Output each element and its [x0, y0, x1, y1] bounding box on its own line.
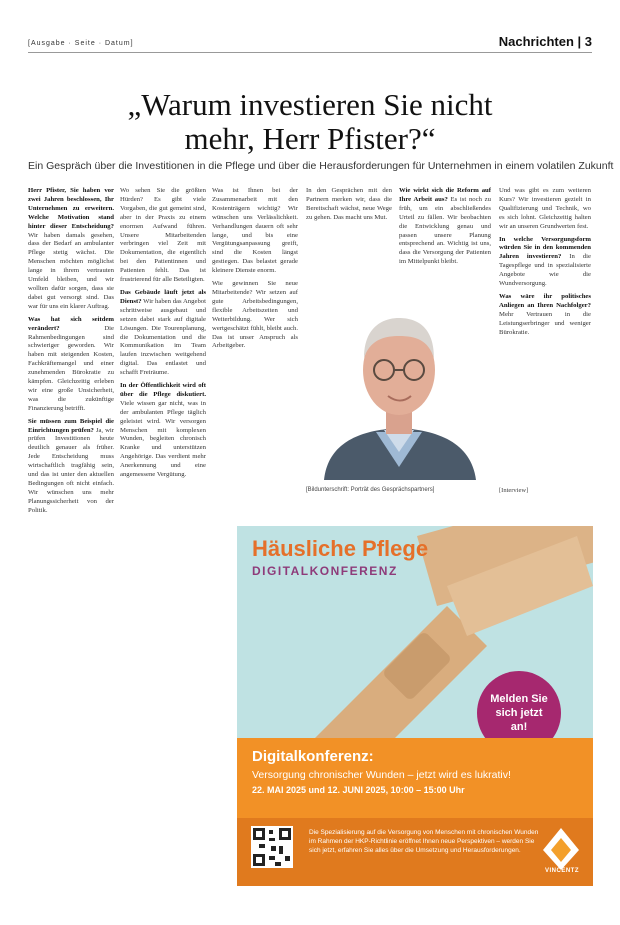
ad-image-area	[237, 526, 593, 738]
section-label: Nachrichten | 3	[498, 34, 592, 49]
text-column-6	[499, 187, 591, 487]
ad-info-area	[237, 738, 593, 886]
answer: In den Gesprächen mit den Partnern merken wir, dass die Bereitschaft wächst, neue Wege zu gehen. Das macht uns Mut.	[306, 187, 392, 221]
ad-subtitle: DIGITALKONFERENZ	[252, 564, 398, 578]
ad-tagline: Versorgung chronischer Wunden – jetzt wird es lukrativ!	[252, 769, 511, 781]
answer: Es ist noch zu früh, um ein abschließendes Urteil zu fällen. Wir beobachten die Entwicklung genau und passen unsere Planung entsprechend an. Wichtig ist uns, dass die Versorgung der Patienten im Mittelpunkt bleibt.	[399, 195, 491, 266]
photo-caption: [Bildunterschrift: Porträt des Gesprächspartners]	[306, 487, 435, 493]
qr-code-icon[interactable]	[251, 826, 293, 868]
question: In der Öffentlichkeit wird oft über die Pflege diskutiert.	[120, 382, 206, 398]
portrait-illustration	[306, 292, 493, 480]
header-divider	[28, 52, 592, 53]
answer: Wo sehen Sie die größten Hürden? Es gibt viele Vorgaben, die gut gemeint sind, aber in der Praxis zu einem enormen Aufwand führen. Unsere Mitarbeitenden verbringen viel Zeit mit Dokumentation, die eigentlich bei den Patientinnen und Patienten fehlt. Das ist frustrierend für alle Beteiligten.	[120, 187, 206, 284]
answer: Wir haben das Angebot schrittweise ausgebaut und setzen dabei stark auf digitale Lösungen. Die Tourenplanung, die Dokumentation und die Kommunikation im Team laufen inzwischen weitgehend digital. Das entlastet und schafft Freiräume.	[120, 297, 206, 377]
text-column-4	[306, 187, 392, 287]
answer: Viele wissen gar nicht, was in der ambulanten Pflege täglich geleistet wird. Wir versorgen Menschen mit komplexen Wunden, begleiten chronisch Kranke und unterstützen Angehörige. Das verdient mehr Anerkennung und eine angemessene Vergütung.	[120, 399, 206, 479]
title-line-2: mehr, Herr Pfister?“	[184, 121, 436, 156]
ad-dates: 22. MAI 2025 und 12. JUNI 2025, 10:00 – 15:00 Uhr	[252, 785, 465, 795]
article-subtitle: Ein Gespräch über die Investitionen in die Pflege und über die Herausforderungen für Unternehmen in einem volatilen Zukunft	[28, 160, 614, 172]
question: Was wäre ihr politisches Anliegen an Ihren Nachfolger?	[499, 292, 591, 309]
author-credit: [Interview]	[499, 487, 529, 494]
question: Sie müssen zum Beispiel die Einrichtungen prüfen?	[28, 417, 114, 434]
question: In welche Versorgungsform würden Sie in den kommenden Jahren investieren?	[499, 235, 591, 261]
answer: Was ist Ihnen bei der Zusammenarbeit mit den Kostenträgern wichtig? Wir wünschen uns Verlässlichkeit. Verhandlungen dauern oft sehr lange, und bis eine Vergütungsanpassung greift, sind die Kosten längst gestiegen. Das belastet gerade kleinere Dienste enorm.	[212, 187, 298, 275]
conference-advertisement[interactable]	[237, 526, 593, 886]
text-column-2	[120, 187, 206, 915]
title-line-1: „Warum investieren Sie nicht	[127, 87, 493, 122]
text-column-1	[28, 187, 114, 915]
vincentz-logo-text: VINCENTZ	[545, 868, 579, 874]
ad-footer-text: Die Spezialisierung auf die Versorgung von Menschen mit chronischen Wunden im Rahmen der HKP-Richtlinie eröffnet Ihnen neue Perspektiven – werden Sie sich jetzt, erfahren Sie alles über die Umsetzung und Herausforderungen.	[309, 829, 539, 854]
question: Das Gebäude läuft jetzt als Dienst?	[120, 288, 206, 305]
article-title	[40, 88, 580, 156]
answer: In die Tagespflege und in spezialisierte Angebote wie die Wundversorgung.	[499, 253, 591, 288]
ad-title: Häusliche Pflege	[252, 536, 429, 561]
answer: Mehr Vertrauen in die Leistungserbringer und weniger Bürokratie.	[499, 310, 591, 336]
ad-headline: Digitalkonferenz:	[252, 748, 374, 765]
ad-footer	[237, 818, 593, 886]
question: Herr Pfister, Sie haben vor zwei Jahren beschlossen, Ihr Unternehmen zu erweitern. Welche Motivation stand hinter dieser Entscheidung?	[28, 187, 114, 230]
register-badge-text: Melden Sie sich jetzt an!	[490, 693, 548, 733]
answer: Und was gibt es zum weiteren Kurs? Wir investieren gezielt in Qualifizierung und Technik, wo es sich lohnt. Gleichzeitig halten wir an unseren Grundwerten fest.	[499, 187, 591, 230]
answer: Ja, wir prüfen Investitionen heute deutlich genauer als früher. Jede Entscheidung muss wirtschaftlich tragfähig sein, und das ist unter den aktuellen Bedingungen oft nicht einfach. Wir wünschen uns mehr Planungssicherheit von der Politik.	[28, 426, 114, 514]
question: Wie wirkt sich die Reform auf Ihre Arbeit aus?	[399, 187, 491, 203]
header-issue-info: [Ausgabe · Seite · Datum]	[28, 40, 134, 47]
text-column-3	[212, 187, 298, 497]
answer: Wir haben damals gesehen, dass der Bedarf an ambulanter Pflege stetig wächst. Die Menschen möchten möglichst lange in ihrem vertrauten Umfeld bleiben, und wir wollten dafür sorgen, dass sie dabei gut versorgt sind. Das war für uns ein klarer Auftrag.	[28, 231, 114, 310]
vincentz-logo-icon	[539, 824, 583, 874]
answer: Wie gewinnen Sie neue Mitarbeitende? Wir setzen auf gute Arbeitsbedingungen, flexible Arbeitszeiten und Weiterbildung. Wer sich wertgeschätzt fühlt, bleibt auch. Das ist unser Anspruch als Arbeitgeber.	[212, 280, 298, 350]
answer: Die Rahmenbedingungen sind schwieriger geworden. Wir haben mit steigenden Kosten, Fachkräftemangel und einer zunehmenden Bürokratie zu kämpfen. Gleichzeitig erleben wir eine große Unsicherheit, was die zukünftige Finanzierung betrifft.	[28, 324, 114, 412]
question: Was hat sich seitdem verändert?	[28, 315, 114, 332]
portrait-photo	[306, 292, 493, 480]
